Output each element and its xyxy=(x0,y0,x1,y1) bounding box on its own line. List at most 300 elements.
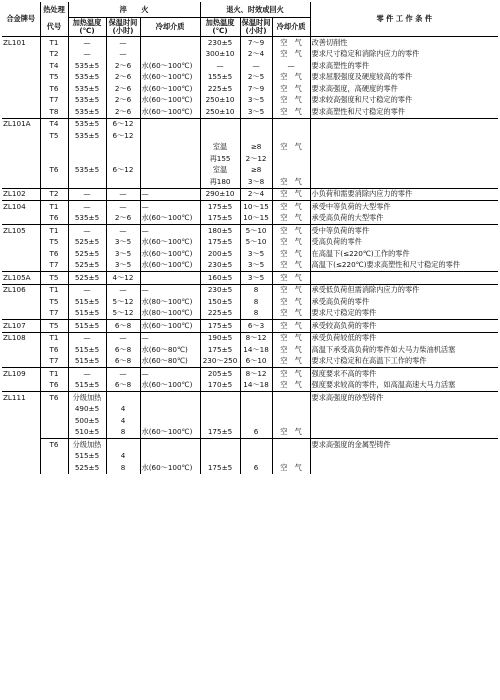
table-row xyxy=(2,284,498,296)
temper-temp-cell xyxy=(200,404,240,416)
table-row xyxy=(2,165,498,177)
temper-cooling-cell: 空 气 xyxy=(272,380,310,392)
quench-cooling-cell: 水(60～100℃) xyxy=(140,72,200,84)
quench-cooling-cell: 水(60～100℃) xyxy=(140,427,200,439)
temper-cooling-cell: 空 气 xyxy=(272,142,310,154)
header-temper-temp: 加热温度(℃) xyxy=(200,18,240,37)
quench-time-cell: 8 xyxy=(106,427,140,439)
quench-temp-cell: 525±5 xyxy=(68,237,106,249)
quench-cooling-cell: 水(60～100℃) xyxy=(140,106,200,118)
quench-cooling-cell: 水(60～100℃) xyxy=(140,320,200,333)
table-row xyxy=(2,153,498,165)
header-temper: 退火、时效或回火 xyxy=(200,2,310,18)
alloy-cell xyxy=(2,130,40,142)
conditions-cell: 高温下(≤220℃)要求高塑性和尺寸稳定的零件 xyxy=(311,260,460,270)
alloy-cell xyxy=(2,296,40,308)
temper-time-cell: 3～5 xyxy=(240,95,272,107)
quench-temp-cell: 535±5 xyxy=(68,72,106,84)
temper-cooling-cell xyxy=(272,118,310,130)
table-row xyxy=(2,344,498,356)
quench-cooling-cell: 水(80～100℃) xyxy=(140,308,200,320)
temper-time-cell: 5～10 xyxy=(240,225,272,237)
table-row xyxy=(2,462,498,474)
quench-cooling-cell: 水(60～100℃) xyxy=(140,60,200,72)
conditions-cell xyxy=(310,165,498,177)
alloy-cell xyxy=(2,415,40,427)
temper-cooling-cell: — xyxy=(272,60,310,72)
temper-cooling-cell xyxy=(272,392,310,404)
quench-time-cell: — xyxy=(106,284,140,296)
temper-cooling-cell: 空 气 xyxy=(272,72,310,84)
code-cell: T1 xyxy=(40,368,68,380)
alloy-cell xyxy=(2,95,40,107)
code-cell: T5 xyxy=(40,296,68,308)
table-row xyxy=(2,60,498,72)
quench-time-cell: 6～8 xyxy=(106,320,140,333)
quench-temp-cell: 515±5 xyxy=(68,451,106,463)
temper-time-cell xyxy=(240,451,272,463)
temper-time-cell: 7～9 xyxy=(240,83,272,95)
conditions-cell: 要求屈服强度及硬度较高的零件 xyxy=(311,72,413,82)
temper-time-cell: 3～5 xyxy=(240,106,272,118)
temper-cooling-cell: 空 气 xyxy=(272,248,310,260)
quench-time-cell: — xyxy=(106,49,140,61)
heat-treatment-table-page xyxy=(2,2,498,698)
alloy-cell: ZL102 xyxy=(2,188,40,201)
quench-cooling-cell: 水(60～80℃) xyxy=(140,344,200,356)
temper-time-cell: 14～18 xyxy=(240,344,272,356)
quench-temp-cell: 515±5 xyxy=(68,344,106,356)
temper-cooling-cell xyxy=(272,153,310,165)
alloy-cell xyxy=(2,106,40,118)
conditions-cell: 要求高塑性和尺寸稳定的零件 xyxy=(311,106,405,116)
temper-time-cell: 2～4 xyxy=(240,188,272,201)
quench-cooling-cell: 水(60～100℃) xyxy=(140,213,200,225)
conditions-cell: 高温下承受高负荷的零件如大马力柴油机活塞 xyxy=(311,344,456,354)
temper-temp-cell: 175±5 xyxy=(200,213,240,225)
temper-temp-cell: 160±5 xyxy=(200,272,240,285)
alloy-cell xyxy=(2,427,40,439)
temper-time-cell: 8～12 xyxy=(240,368,272,380)
quench-temp-cell: 510±5 xyxy=(68,427,106,439)
code-cell: T6 xyxy=(40,213,68,225)
quench-cooling-cell: 水(60～100℃) xyxy=(140,95,200,107)
quench-cooling-cell: 水(60～100℃) xyxy=(140,83,200,95)
header-quench-time: 保温时间(小时) xyxy=(106,18,140,37)
quench-temp-cell: 535±5 xyxy=(68,95,106,107)
temper-time-cell: 8 xyxy=(240,308,272,320)
temper-time-cell xyxy=(240,404,272,416)
quench-time-cell xyxy=(106,153,140,165)
conditions-cell xyxy=(310,130,498,142)
conditions-cell: 强度要求较高的零件，如高温高速大马力活塞 xyxy=(311,380,456,390)
temper-temp-cell: 300±10 xyxy=(200,49,240,61)
conditions-cell xyxy=(310,153,498,165)
alloy-cell xyxy=(2,356,40,368)
table-row xyxy=(2,37,498,49)
temper-time-cell: 8 xyxy=(240,296,272,308)
quench-temp-cell: 分级加热 xyxy=(68,392,106,404)
quench-time-cell: 4 xyxy=(106,415,140,427)
table-row xyxy=(2,415,498,427)
quench-cooling-cell: — xyxy=(140,332,200,344)
table-row xyxy=(2,260,498,272)
quench-cooling-cell: 水(60～100℃) xyxy=(140,380,200,392)
temper-cooling-cell: 空 气 xyxy=(272,368,310,380)
quench-temp-cell: 535±5 xyxy=(68,60,106,72)
code-cell: T6 xyxy=(40,248,68,260)
quench-temp-cell: 515±5 xyxy=(68,356,106,368)
table-row xyxy=(2,451,498,463)
temper-cooling-cell: 空 气 xyxy=(272,260,310,272)
table-row xyxy=(2,308,498,320)
header-temper-time: 保温时间(小时) xyxy=(241,18,271,35)
temper-temp-cell xyxy=(200,392,240,404)
header-quench-temp: 加热温度(℃) xyxy=(68,18,106,37)
quench-time-cell: 4～12 xyxy=(106,272,140,285)
quench-time-cell: 6～8 xyxy=(106,356,140,368)
table-row xyxy=(2,225,498,237)
conditions-cell: 小负荷和需要消除内应力的零件 xyxy=(310,188,498,201)
header-quench-cooling: 冷却介质 xyxy=(140,18,200,37)
temper-cooling-cell: 空 气 xyxy=(272,201,310,213)
conditions-cell xyxy=(310,176,498,188)
alloy-cell xyxy=(2,153,40,165)
alloy-cell: ZL105 xyxy=(2,225,40,237)
quench-temp-cell: 525±5 xyxy=(68,462,106,474)
quench-time-cell: 5～12 xyxy=(106,308,140,320)
quench-temp-cell: 535±5 xyxy=(68,83,106,95)
quench-temp-cell: 535±5 xyxy=(68,130,106,142)
quench-temp-cell xyxy=(68,142,106,154)
temper-temp-cell: 230±5 xyxy=(200,260,240,272)
table-row xyxy=(2,118,498,130)
quench-cooling-cell xyxy=(140,130,200,142)
code-cell xyxy=(40,404,68,416)
quench-time-cell: 2～6 xyxy=(106,213,140,225)
code-cell: T1 xyxy=(40,37,68,49)
code-cell: T7 xyxy=(40,356,68,368)
quench-time-cell xyxy=(106,439,140,451)
table-row xyxy=(2,427,498,439)
header-alloy: 合金牌号 xyxy=(2,2,40,37)
alloy-cell xyxy=(2,237,40,249)
code-cell xyxy=(40,176,68,188)
code-cell: T5 xyxy=(40,320,68,333)
alloy-cell xyxy=(2,404,40,416)
temper-cooling-cell: 空 气 xyxy=(272,49,310,61)
table-row xyxy=(2,380,498,392)
temper-time-cell: 3～5 xyxy=(240,248,272,260)
temper-temp-cell: 175±5 xyxy=(200,201,240,213)
quench-temp-cell: — xyxy=(68,284,106,296)
table-row xyxy=(2,392,498,404)
quench-time-cell: 3～5 xyxy=(106,260,140,272)
quench-cooling-cell xyxy=(140,415,200,427)
quench-temp-cell: 525±5 xyxy=(68,248,106,260)
quench-temp-cell: 500±5 xyxy=(68,415,106,427)
temper-cooling-cell: 空 气 xyxy=(272,308,310,320)
temper-temp-cell: 225±5 xyxy=(200,308,240,320)
temper-cooling-cell: 空 气 xyxy=(272,83,310,95)
conditions-cell: 承受负荷较低的零件 xyxy=(310,332,498,344)
temper-time-cell: 8～12 xyxy=(240,332,272,344)
temper-cooling-cell: 空 气 xyxy=(272,284,310,296)
alloy-cell: ZL106 xyxy=(2,284,40,296)
temper-cooling-cell: 空 气 xyxy=(272,272,310,285)
temper-cooling-cell: 空 气 xyxy=(272,427,310,439)
temper-time-cell: 6 xyxy=(240,462,272,474)
quench-temp-cell: — xyxy=(68,188,106,201)
temper-temp-cell: 250±10 xyxy=(200,106,240,118)
code-cell: T5 xyxy=(40,130,68,142)
quench-temp-cell: 515±5 xyxy=(68,308,106,320)
quench-temp-cell: — xyxy=(68,368,106,380)
conditions-cell: 要求高强度的金属型铸件 xyxy=(310,439,498,451)
table-row xyxy=(2,176,498,188)
quench-time-cell: 2～6 xyxy=(106,60,140,72)
conditions-cell: 要求尺寸稳定和消除内应力的零件 xyxy=(311,49,420,59)
quench-temp-cell: 535±5 xyxy=(68,118,106,130)
conditions-cell: 要求高强度的砂型铸件 xyxy=(310,392,498,404)
temper-temp-cell: 250±10 xyxy=(200,95,240,107)
table-row xyxy=(2,296,498,308)
temper-cooling-cell: 空 气 xyxy=(272,225,310,237)
quench-cooling-cell xyxy=(140,439,200,451)
quench-time-cell: 2～6 xyxy=(106,72,140,84)
temper-temp-cell: — xyxy=(200,60,240,72)
conditions-cell xyxy=(310,118,498,130)
temper-time-cell: 5～10 xyxy=(240,237,272,249)
quench-temp-cell: 535±5 xyxy=(68,106,106,118)
alloy-cell xyxy=(2,462,40,474)
temper-temp-cell xyxy=(200,118,240,130)
conditions-cell: 承受低负荷但需消除内应力的零件 xyxy=(310,284,498,296)
temper-temp-cell: 170±5 xyxy=(200,380,240,392)
alloy-cell xyxy=(2,165,40,177)
temper-time-cell xyxy=(240,392,272,404)
quench-cooling-cell: 水(60～100℃) xyxy=(140,260,200,272)
temper-cooling-cell: 空 气 xyxy=(272,188,310,201)
conditions-cell xyxy=(310,142,498,154)
conditions-cell xyxy=(310,427,498,439)
quench-temp-cell: 525±5 xyxy=(68,272,106,285)
quench-time-cell xyxy=(106,142,140,154)
quench-temp-cell: — xyxy=(68,201,106,213)
quench-cooling-cell: 水(80～100℃) xyxy=(140,296,200,308)
temper-cooling-cell xyxy=(272,451,310,463)
quench-temp-cell: 535±5 xyxy=(68,165,106,177)
quench-time-cell: 4 xyxy=(106,451,140,463)
alloy-cell: ZL104 xyxy=(2,201,40,213)
code-cell: T7 xyxy=(40,260,68,272)
temper-time-cell: 10～15 xyxy=(240,201,272,213)
code-cell: T5 xyxy=(40,72,68,84)
quench-cooling-cell: — xyxy=(140,284,200,296)
conditions-cell: 要求尺寸稳定和在高温下工作的零件 xyxy=(311,356,427,366)
alloy-cell xyxy=(2,308,40,320)
temper-time-cell xyxy=(240,118,272,130)
conditions-cell: 承受中等负荷的大型零件 xyxy=(310,201,498,213)
temper-cooling-cell: 空 气 xyxy=(272,296,310,308)
alloy-cell xyxy=(2,451,40,463)
temper-temp-cell: 再180 xyxy=(200,176,240,188)
code-cell: T6 xyxy=(40,165,68,177)
alloy-cell xyxy=(2,72,40,84)
conditions-cell xyxy=(310,404,498,416)
table-row xyxy=(2,106,498,118)
temper-temp-cell: 175±5 xyxy=(200,320,240,333)
quench-cooling-cell: 水(60～100℃) xyxy=(140,462,200,474)
alloy-cell xyxy=(2,60,40,72)
quench-time-cell: 6～12 xyxy=(106,118,140,130)
temper-time-cell xyxy=(240,130,272,142)
quench-cooling-cell: — xyxy=(140,368,200,380)
alloy-cell xyxy=(2,213,40,225)
conditions-cell: 强度要求不高的零件 xyxy=(310,368,498,380)
temper-temp-cell: 205±5 xyxy=(200,368,240,380)
quench-cooling-cell xyxy=(140,118,200,130)
code-cell: T1 xyxy=(40,332,68,344)
quench-time-cell: — xyxy=(106,37,140,49)
quench-time-cell xyxy=(106,176,140,188)
temper-time-cell: 6～10 xyxy=(240,356,272,368)
quench-cooling-cell xyxy=(140,176,200,188)
temper-time-cell: 2～4 xyxy=(240,49,272,61)
quench-time-cell: 6～12 xyxy=(106,165,140,177)
code-cell: T6 xyxy=(40,83,68,95)
quench-cooling-cell xyxy=(140,451,200,463)
table-row xyxy=(2,95,498,107)
quench-cooling-cell xyxy=(140,165,200,177)
temper-time-cell: 3～8 xyxy=(240,176,272,188)
alloy-cell xyxy=(2,49,40,61)
code-cell xyxy=(40,462,68,474)
code-cell: T1 xyxy=(40,225,68,237)
temper-temp-cell: 175±5 xyxy=(200,462,240,474)
quench-cooling-cell: — xyxy=(140,201,200,213)
table-row xyxy=(2,130,498,142)
quench-time-cell: 3～5 xyxy=(106,248,140,260)
quench-temp-cell: 515±5 xyxy=(68,296,106,308)
temper-temp-cell: 175±5 xyxy=(200,344,240,356)
conditions-cell xyxy=(310,451,498,463)
temper-cooling-cell: 空 气 xyxy=(272,213,310,225)
temper-temp-cell: 290±10 xyxy=(200,188,240,201)
temper-temp-cell: 230±5 xyxy=(200,284,240,296)
temper-cooling-cell xyxy=(272,165,310,177)
temper-temp-cell: 230～250 xyxy=(200,356,240,368)
code-cell: T4 xyxy=(40,118,68,130)
alloy-cell xyxy=(2,248,40,260)
conditions-cell: 改善切削性 xyxy=(310,37,498,49)
header-quench: 淬 火 xyxy=(68,2,200,18)
table-row xyxy=(2,83,498,95)
quench-time-cell: 2～6 xyxy=(106,83,140,95)
table-row xyxy=(2,368,498,380)
alloy-cell: ZL105A xyxy=(2,272,40,285)
table-row xyxy=(2,332,498,344)
heat-treatment-table xyxy=(2,2,498,474)
temper-time-cell: 7～9 xyxy=(240,37,272,49)
code-cell: T6 xyxy=(40,392,68,404)
alloy-cell xyxy=(2,83,40,95)
quench-time-cell: 6～8 xyxy=(106,344,140,356)
table-row xyxy=(2,439,498,451)
temper-cooling-cell: 空 气 xyxy=(272,320,310,333)
quench-time-cell xyxy=(106,392,140,404)
quench-temp-cell: — xyxy=(68,49,106,61)
alloy-cell xyxy=(2,439,40,451)
code-cell: T6 xyxy=(40,344,68,356)
conditions-cell: 受中等负荷的零件 xyxy=(310,225,498,237)
temper-time-cell: — xyxy=(240,60,272,72)
quench-temp-cell: — xyxy=(68,332,106,344)
code-cell: T6 xyxy=(40,380,68,392)
temper-time-cell xyxy=(240,439,272,451)
code-cell: T5 xyxy=(40,237,68,249)
table-row xyxy=(2,142,498,154)
temper-temp-cell: 190±5 xyxy=(200,332,240,344)
code-cell: T4 xyxy=(40,60,68,72)
quench-cooling-cell xyxy=(140,142,200,154)
table-row xyxy=(2,201,498,213)
conditions-cell: 要求尺寸稳定的零件 xyxy=(311,308,377,318)
temper-cooling-cell: 空 气 xyxy=(272,176,310,188)
code-cell: T2 xyxy=(40,49,68,61)
temper-time-cell: 14～18 xyxy=(240,380,272,392)
quench-cooling-cell xyxy=(140,272,200,285)
code-cell: T1 xyxy=(40,201,68,213)
temper-cooling-cell xyxy=(272,130,310,142)
table-row xyxy=(2,320,498,333)
temper-time-cell: 8 xyxy=(240,284,272,296)
table-body xyxy=(2,37,498,474)
temper-time-cell: 3～5 xyxy=(240,272,272,285)
header-heat-treat: 热处理 xyxy=(40,2,68,18)
quench-cooling-cell xyxy=(140,392,200,404)
temper-time-cell: 2～5 xyxy=(240,72,272,84)
temper-temp-cell: 175±5 xyxy=(200,237,240,249)
quench-time-cell: — xyxy=(106,225,140,237)
quench-temp-cell: — xyxy=(68,225,106,237)
alloy-cell: ZL108 xyxy=(2,332,40,344)
conditions-cell: 承受较高负荷的零件 xyxy=(310,320,498,333)
quench-time-cell: 8 xyxy=(106,462,140,474)
quench-temp-cell xyxy=(68,153,106,165)
temper-temp-cell: 180±5 xyxy=(200,225,240,237)
table-row xyxy=(2,356,498,368)
alloy-cell xyxy=(2,176,40,188)
temper-cooling-cell: 空 气 xyxy=(272,237,310,249)
code-cell: T8 xyxy=(40,106,68,118)
temper-cooling-cell xyxy=(272,415,310,427)
header-temper-cooling: 冷却介质 xyxy=(272,18,310,37)
table-row xyxy=(2,213,498,225)
quench-cooling-cell: — xyxy=(140,225,200,237)
conditions-cell: 要求高塑性的零件 xyxy=(311,60,370,70)
quench-time-cell: — xyxy=(106,188,140,201)
code-cell xyxy=(40,427,68,439)
temper-temp-cell: 室温 xyxy=(200,165,240,177)
temper-temp-cell: 225±5 xyxy=(200,83,240,95)
code-cell: T5 xyxy=(40,272,68,285)
temper-temp-cell: 150±5 xyxy=(200,296,240,308)
quench-cooling-cell: 水(60～100℃) xyxy=(140,237,200,249)
temper-time-cell: 3～5 xyxy=(240,260,272,272)
quench-cooling-cell: 水(60～80℃) xyxy=(140,356,200,368)
temper-temp-cell: 再155 xyxy=(200,153,240,165)
